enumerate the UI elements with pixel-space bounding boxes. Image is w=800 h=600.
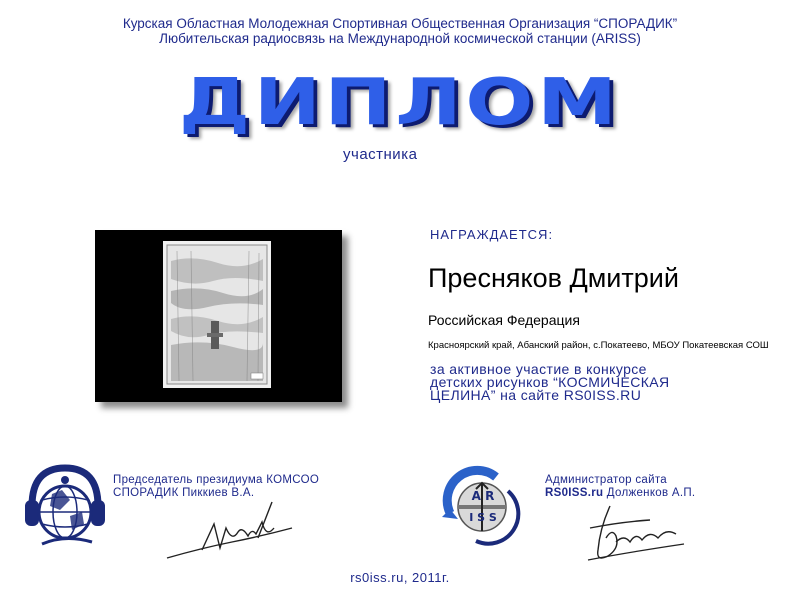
left-signer-title: Председатель президиума КОМСОО	[113, 474, 320, 486]
sporadic-logo	[22, 460, 108, 550]
right-signature	[580, 498, 690, 568]
reason-line-1: за активное участие в конкурсе	[430, 361, 647, 377]
recipient-address: Красноярский край, Абанский район, с.Покатеево, МБОУ Покатеевская СОШ	[428, 340, 769, 351]
ariss-emblem-icon	[436, 463, 522, 549]
footer-site-year: rs0iss.ru, 2011г.	[350, 570, 450, 585]
header-organization: Курская Областная Молодежная Спортивная Общественная Организация “СПОРАДИК”	[122, 16, 678, 31]
header-ariss: Любительская радиосвязь на Международной космической станции (ARISS)	[159, 31, 641, 46]
right-signer-title: Администратор сайта	[545, 474, 667, 486]
reason-line-2: детских рисунков “КОСМИЧЕСКАЯ	[430, 374, 670, 390]
children-drawing-image	[163, 241, 271, 388]
recipient-country: Российская Федерация	[428, 312, 580, 328]
signature-icon	[580, 498, 690, 568]
left-signer-name: СПОРАДИК Пиккиев В.А.	[113, 487, 255, 499]
reason-line-3: ЦЕЛИНА” на сайте RS0ISS.RU	[430, 387, 642, 403]
ariss-logo	[436, 463, 522, 549]
right-signer-name: Долженков А.П.	[603, 487, 696, 499]
drawing-photo	[95, 230, 342, 402]
awarded-label: НАГРАЖДАЕТСЯ:	[430, 227, 554, 242]
site-name: RS0ISS.ru	[545, 487, 604, 499]
title-container	[0, 68, 800, 138]
globe-headphones-icon	[22, 460, 108, 550]
drawing-sketch	[163, 241, 271, 388]
recipient-name: Пресняков Дмитрий	[428, 263, 679, 293]
signature-icon	[162, 498, 302, 568]
left-signature	[162, 498, 302, 568]
diploma-subtitle: участника	[343, 146, 418, 163]
ariss-logo-text-top: A R	[471, 489, 495, 503]
diploma-title: ДИПЛОМ	[179, 66, 621, 140]
ariss-logo-text-bottom: I S S	[469, 511, 497, 524]
